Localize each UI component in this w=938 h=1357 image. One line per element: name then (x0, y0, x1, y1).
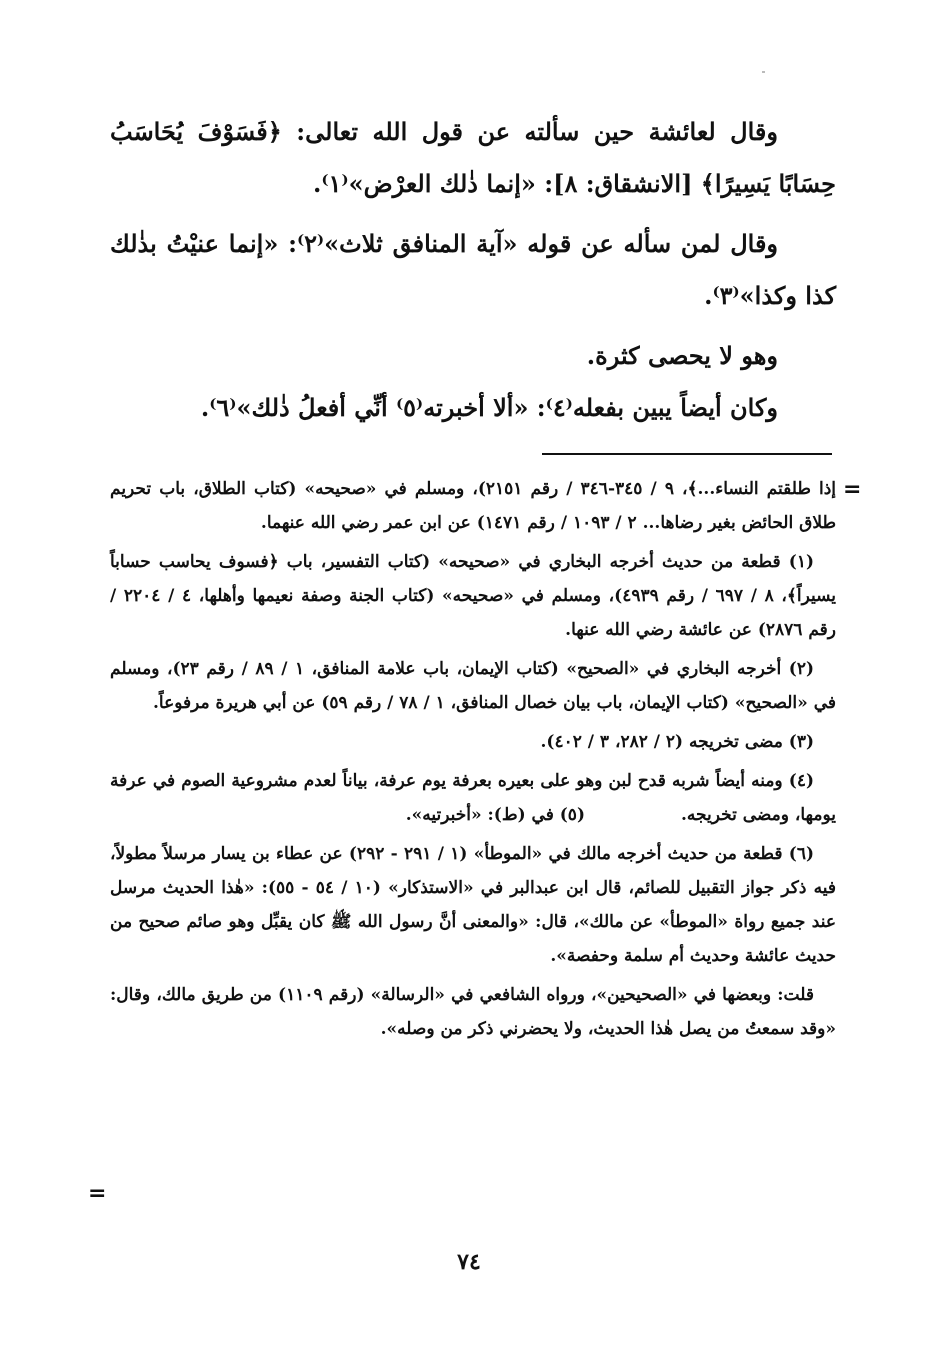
footnote-2: (٢) أخرجه البخاري في «الصحيح» (كتاب الإيمان، باب علامة المنافق، ١ / ٨٩ / رقم ٢٣)، ومسلم في «الصحيح» (كتاب الإيمان، باب بيان خصال المنافق، ١ / ٧٨ / رقم ٥٩) عن أبي هريرة مرفوعاً. (110, 659, 836, 713)
footnotes (110, 472, 836, 1051)
main-text (110, 106, 836, 434)
main-paragraph: وقال لعائشة حين سألته عن قول الله تعالى: ﴿فَسَوْفَ يُحَاسَبُ حِسَابًا يَسِيرًا﴾ [الانشقاق: ٨]: «إنما ذٰلك العرْض»⁽١⁾. (110, 117, 836, 198)
footnote-closing: قلت: وبعضها في «الصحيحين»، ورواه الشافعي في «الرسالة» (رقم ١١٠٩) من طريق مالك، وقال: «وقد سمعتُ من يصل هٰذا الحديث، ولا يحضرني ذكر من وصله». (110, 985, 836, 1039)
footnote-3: (٣) مضى تخريجه (٢ / ٢٨٢، ٣ / ٤٠٢). (540, 732, 814, 752)
page-number: ٧٤ (457, 1249, 481, 1275)
footnote-4-5 (110, 764, 836, 832)
continuation-mark: = (843, 477, 862, 502)
footnote-continuation: إذا طلقتم النساء...﴾، ٩ / ٣٤٥-٣٤٦ / رقم ٢١٥١)، ومسلم في «صحيحه» (كتاب الطلاق، باب تحريم طلاق الحائض بغير رضاها... ٢ / ١٠٩٣ / رقم ١٤٧١) عن ابن عمر رضي الله عنهما. (110, 479, 837, 533)
footnote-1: (١) قطعة من حديث أخرجه البخاري في «صحيحه» (كتاب التفسير، باب ﴿فسوف يحاسب حساباً يسيراً﴾، ٨ / ٦٩٧ / رقم ٤٩٣٩)، ومسلم في «صحيحه» (كتاب الجنة وصفة نعيمها وأهلها، ٤ / ٢٢٠٤ / رقم ٢٨٧٦) عن عائشة رضي الله عنها. (110, 552, 836, 640)
continues-mark: = (88, 1181, 107, 1206)
main-paragraph: وقال لمن سأله عن قوله «آية المنافق ثلاث»⁽٢⁾: «إنما عنيْتُ بذٰلك كذا وكذا»⁽٣⁾. (110, 229, 836, 310)
main-paragraph: وكان أيضاً يبين بفعله⁽٤⁾: «ألا أخبرته⁽٥⁾ أنِّي أفعلُ ذٰلك»⁽٦⁾. (200, 393, 778, 422)
footnote-separator (542, 453, 832, 455)
main-paragraph: وهو لا يحصى كثرة. (586, 341, 778, 370)
scan-speck (762, 71, 765, 73)
footnote-4: (٤) ومنه أيضاً شربه قدح لبن وهو على بعيره بعرفة يوم عرفة، بياناً لعدم مشروعية الصوم في عرفة يومها، ومضى تخريجه. (110, 771, 836, 825)
footnote-5: (٥) في (ط): «أخبرتيه». (405, 805, 585, 825)
footnote-6: (٦) قطعة من حديث أخرجه مالك في «الموطأ» (١ / ٢٩١ - ٢٩٢) عن عطاء بن يسار مرسلاً مطولاً، فيه ذكر جواز التقبيل للصائم، قال ابن عبدالبر في «الاستذكار» (١٠ / ٥٤ - ٥٥): «هٰذا الحديث مرسل عند جميع رواة «الموطأ» عن مالك»، قال: «والمعنى أنَّ رسول الله ﷺ كان يقبِّل وهو صائم صحيح من حديث عائشة وحديث أم سلمة وحفصة». (110, 844, 837, 966)
